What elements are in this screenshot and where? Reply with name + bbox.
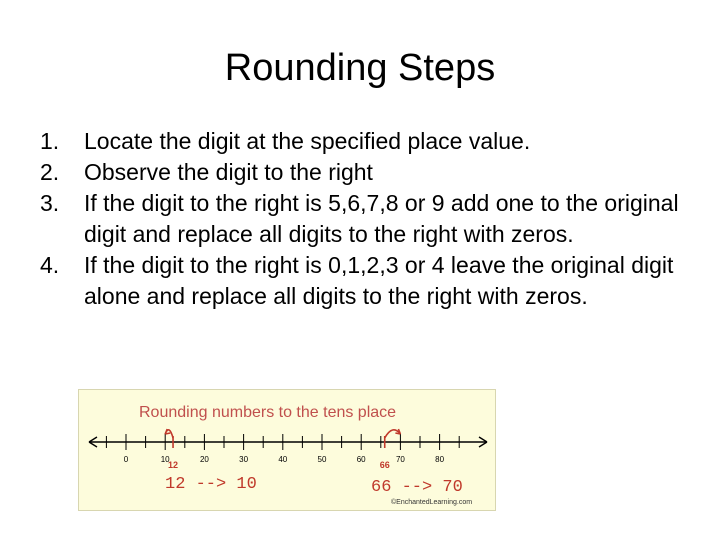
tick-label-30: 30 [239, 455, 249, 464]
tick-label-60: 60 [356, 455, 366, 464]
tick-label-40: 40 [278, 455, 288, 464]
step-text: Locate the digit at the specified place value. [84, 128, 531, 154]
step-number: 1. [40, 128, 60, 154]
tick-label-20: 20 [199, 455, 209, 464]
step-item [40, 188, 680, 250]
marker-label-12: 12 [168, 460, 179, 470]
step-number: 2. [40, 159, 60, 185]
tick-label-80: 80 [435, 455, 445, 464]
marker-label-66: 66 [379, 460, 390, 470]
step-text: Observe the digit to the right [84, 159, 373, 185]
tick-label-10: 10 [160, 455, 170, 464]
figure-credit: ©EnchantedLearning.com [391, 499, 473, 506]
step-number: 4. [40, 252, 60, 278]
tick-label-50: 50 [317, 455, 327, 464]
step-item [40, 250, 680, 312]
step-text: If the digit to the right is 5,6,7,8 or 9 add one to the original digit and replace all digits to the right with zeros. [84, 190, 679, 247]
tick-label-0: 0 [123, 455, 129, 464]
step-number: 3. [40, 190, 60, 216]
step-text: If the digit to the right is 0,1,2,3 or 4 leave the original digit alone and replace all digits to the right with zeros. [84, 252, 674, 309]
tick-label-70: 70 [395, 455, 405, 464]
steps-list [40, 126, 680, 312]
number-line-svg [79, 390, 497, 512]
rounding-number-line-figure [78, 389, 496, 511]
step-item [40, 157, 680, 188]
rounding-result-12: 12 --> 10 [165, 475, 257, 494]
rounding-result-66: 66 --> 70 [371, 478, 463, 497]
slide-title: Rounding Steps [224, 47, 496, 89]
figure-heading: Rounding numbers to the tens place [139, 404, 397, 421]
step-item [40, 126, 680, 157]
